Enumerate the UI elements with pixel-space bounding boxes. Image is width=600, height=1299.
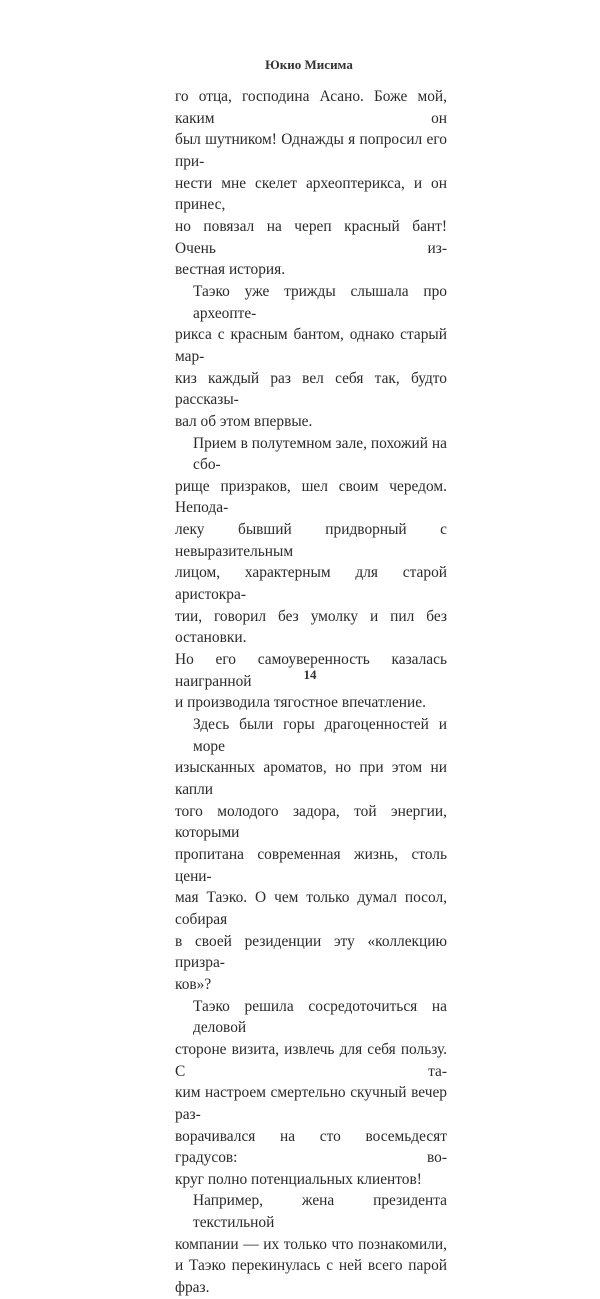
text-line: круг полно потенциальных клиентов! xyxy=(175,1170,422,1188)
paragraph xyxy=(175,714,447,996)
text-line: рище призраков, шел своим чередом. Непода- xyxy=(175,477,447,517)
text-line: но повязал на череп красный бант! Очень из- xyxy=(175,217,447,257)
text-line: киз каждый раз вел себя так, будто рассказы- xyxy=(175,369,447,409)
paragraph xyxy=(175,1190,447,1298)
text-line: стороне визита, извлечь для себя пользу. С та- xyxy=(175,1040,447,1080)
text-line: ков»? xyxy=(175,975,212,993)
text-line: рикса с красным бантом, однако старый мар- xyxy=(175,326,447,365)
text-line: Таэко уже трижды слышала про археопте- xyxy=(193,282,447,322)
text-line: и производила тягостное впечатление. xyxy=(175,694,426,712)
text-line: леку бывший придворный с невыразительным xyxy=(175,521,447,560)
text-line: мая Таэко. О чем только думал посол, собирая xyxy=(175,889,447,928)
paragraph xyxy=(175,281,447,433)
text-line: го отца, господина Асано. Боже мой, каким он xyxy=(175,88,447,127)
text-line: Таэко решила сосредоточиться на деловой xyxy=(193,997,447,1037)
text-line: ворачивался на сто восемьдесят градусов: во- xyxy=(175,1127,447,1167)
text-line: был шутником! Однажды я попросил его при- xyxy=(175,131,447,170)
running-header: Юкио Мисима xyxy=(265,57,353,72)
text-line: Здесь были горы драгоценностей и море xyxy=(193,716,447,755)
text-line: ким настроем смертельно скучный вечер раз- xyxy=(175,1084,447,1123)
text-line: пропитана современная жизнь, столь цени- xyxy=(175,845,447,885)
text-line: изысканных ароматов, но при этом ни капли xyxy=(175,759,447,798)
text-line: вестная история. xyxy=(175,261,286,279)
text-line: и Таэко перекинулась с ней всего парой фраз. xyxy=(175,1257,447,1297)
text-line: компании — их только что познакомили, xyxy=(175,1235,447,1253)
text-line: тии, говорил без умолку и пил без остановки. xyxy=(175,607,447,647)
text-line: нести мне скелет археоптерикса, и он принес, xyxy=(175,174,447,214)
paragraph xyxy=(175,996,447,1191)
text-line: вал об этом впервые. xyxy=(175,412,313,430)
text-line: Но его самоуверенность казалась наигранной xyxy=(175,651,447,690)
page-number: 14 xyxy=(303,667,317,682)
paragraph xyxy=(175,86,447,281)
body-text xyxy=(175,86,447,1299)
text-line: лицом, характерным для старой аристокра- xyxy=(175,564,447,604)
text-line: Прием в полутемном зале, похожий на сбо- xyxy=(193,434,447,474)
text-line: Например, жена президента текстильной xyxy=(193,1192,447,1232)
text-line: того молодого задора, той энергии, которыми xyxy=(175,802,447,842)
text-line: в своей резиденции эту «коллекцию призра- xyxy=(175,932,447,972)
